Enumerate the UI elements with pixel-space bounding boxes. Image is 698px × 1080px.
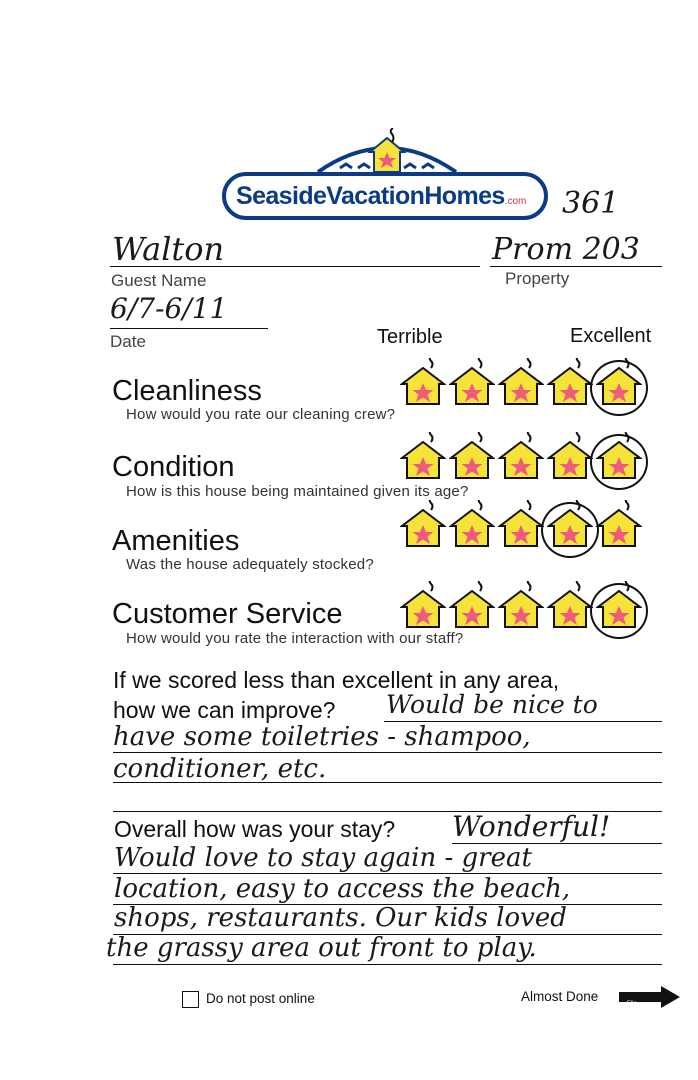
amenities-question: Was the house adequately stocked? [126,556,374,573]
guest-name-label: Guest Name [111,271,207,290]
selected-circle [541,502,599,558]
customer-service-rating[interactable] [400,581,642,629]
house-star-icon[interactable] [547,432,593,480]
cleanliness-label: Cleanliness [112,375,262,407]
logo [222,128,552,220]
house-star-icon[interactable] [596,581,642,629]
house-star-icon[interactable] [449,581,495,629]
property-line [490,266,662,267]
house-star-icon[interactable] [449,500,495,548]
house-star-icon[interactable] [596,500,642,548]
guest-name-value: Walton [112,230,225,268]
house-star-icon[interactable] [498,358,544,406]
house-star-icon[interactable] [400,358,446,406]
house-star-icon[interactable] [547,500,593,548]
flip-arrow-icon[interactable] [617,986,681,1008]
condition-label: Condition [112,451,235,483]
date-value: 6/7-6/11 [110,292,228,325]
house-star-icon[interactable] [498,581,544,629]
date-label: Date [110,332,146,351]
form-number: 361 [562,186,620,221]
overall-answer-3: location, easy to access the beach, [114,874,571,904]
house-star-icon[interactable] [596,358,642,406]
scale-low-label: Terrible [377,326,443,348]
date-line [110,328,268,329]
house-star-icon[interactable] [547,358,593,406]
customer-service-label: Customer Service [112,598,343,630]
house-star-icon[interactable] [498,500,544,548]
property-value: Prom 203 [492,232,640,267]
improve-line-2 [113,752,662,753]
house-star-icon[interactable] [400,581,446,629]
improve-prompt-1: If we scored less than excellent in any area, [113,667,560,693]
house-star-icon[interactable] [400,432,446,480]
house-star-icon[interactable] [449,432,495,480]
overall-line-5 [113,964,662,965]
scale-high-label: Excellent [570,325,652,347]
selected-circle [590,360,648,416]
house-star-icon[interactable] [400,500,446,548]
improve-line-3 [113,782,662,783]
house-star-icon[interactable] [547,581,593,629]
logo-wordmark: SeasideVacationHomes.com [236,182,527,210]
overall-prompt: Overall how was your stay? [114,816,396,842]
improve-answer-1: Would be nice to [386,690,598,719]
selected-circle [590,583,648,639]
flip-label: Flip [627,1001,637,1007]
improve-prompt-2: how we can improve? [113,697,336,723]
house-star-icon[interactable] [596,432,642,480]
improve-answer-2: have some toiletries - shampoo, [113,722,531,752]
customer-service-question: How would you rate the interaction with our staff? [126,630,464,647]
overall-answer-1: Wonderful! [452,810,611,843]
property-label: Property [505,269,570,288]
do-not-post-label: Do not post online [206,991,315,1006]
cleanliness-rating[interactable] [400,358,642,406]
condition-question: How is this house being maintained given its age? [126,483,469,500]
do-not-post-checkbox[interactable] [182,991,199,1008]
selected-circle [590,434,648,490]
amenities-label: Amenities [112,525,240,557]
overall-answer-4: shops, restaurants. Our kids loved [114,903,567,933]
overall-answer-2: Would love to stay again - great [114,843,532,873]
almost-done-label: Almost Done [521,989,599,1004]
house-star-icon[interactable] [449,358,495,406]
overall-answer-5: the grassy area out front to play. [106,933,537,963]
guest-name-line [110,266,480,267]
cleanliness-question: How would you rate our cleaning crew? [126,406,396,423]
house-star-icon[interactable] [498,432,544,480]
amenities-rating[interactable] [400,500,642,548]
improve-answer-3: conditioner, etc. [113,754,327,784]
condition-rating[interactable] [400,432,642,480]
